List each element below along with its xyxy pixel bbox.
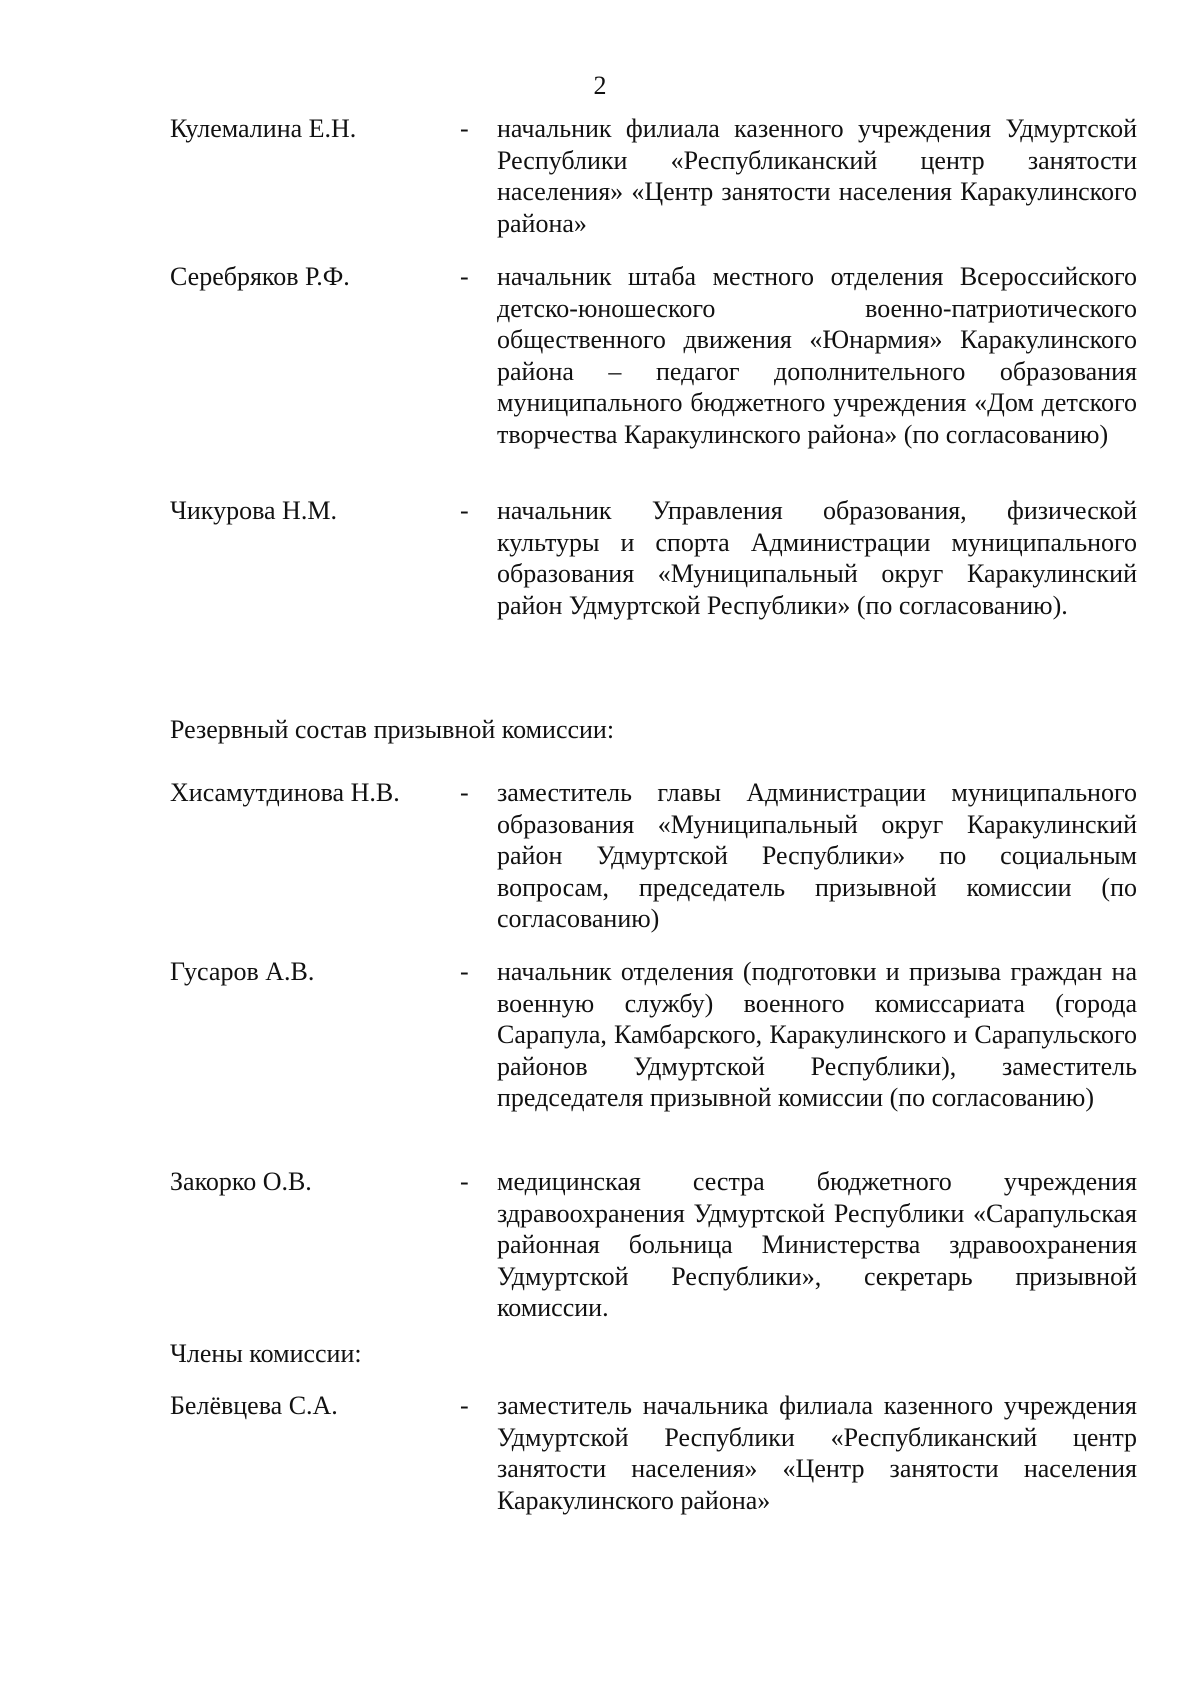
member-position: начальник штаба местного отделения Всероссийского детско-юношеского военно-патриотического общественного движения «Юнармия» Каракулинского района – педагог дополнительного образования муниципального бюджетного учреждения «Дом детского творчества Каракулинского района» (по согласованию) [497,262,1137,449]
commission-entry [170,956,1140,1114]
member-name: Хисамутдинова Н.В. [170,778,400,807]
commission-entry [170,1166,1140,1324]
commission-entry [170,1390,1140,1516]
page-number: 2 [593,71,607,100]
members-section-heading: Члены комиссии: [170,1339,362,1368]
member-position: начальник филиала казенного учреждения Удмуртской Республики «Республиканский центр занятости населения» «Центр занятости населения Каракулинского района» [497,114,1137,238]
member-name: Гусаров А.В. [170,957,315,986]
dash: - [460,1167,469,1196]
member-name: Белёвцева С.А. [170,1391,338,1420]
dash: - [460,778,469,807]
dash: - [460,957,469,986]
dash: - [460,496,469,525]
dash: - [460,114,469,143]
member-name: Закорко О.В. [170,1167,312,1196]
member-position: заместитель главы Администрации муниципального образования «Муниципальный округ Каракулинский район Удмуртской Республики» по социальным вопросам, председатель призывной комиссии (по согласованию) [497,778,1137,934]
commission-entry [170,495,1140,621]
dash: - [460,1391,469,1420]
member-name: Серебряков Р.Ф. [170,262,350,291]
member-position: начальник Управления образования, физической культуры и спорта Администрации муниципального образования «Муниципальный округ Каракулинский район Удмуртской Республики» (по согласованию). [497,496,1137,620]
member-position: заместитель начальника филиала казенного учреждения Удмуртской Республики «Республиканский центр занятости населения» «Центр занятости населения Каракулинского района» [497,1391,1137,1515]
member-position: медицинская сестра бюджетного учреждения здравоохранения Удмуртской Республики «Сарапульская районная больница Министерства здравоохранения Удмуртской Республики», секретарь призывной комиссии. [497,1167,1137,1323]
commission-entry [170,777,1140,935]
dash: - [460,262,469,291]
member-name: Чикурова Н.М. [170,496,337,525]
member-position: начальник отделения (подготовки и призыва граждан на военную службу) военного комиссариата (города Сарапула, Камбарского, Каракулинского и Сарапульского районов Удмуртской Республики), заместитель председателя призывной комиссии (по согласованию) [497,957,1137,1113]
reserve-section-heading: Резервный состав призывной комиссии: [170,715,615,744]
commission-entry [170,261,1140,451]
commission-entry [170,113,1140,239]
member-name: Кулемалина Е.Н. [170,114,357,143]
